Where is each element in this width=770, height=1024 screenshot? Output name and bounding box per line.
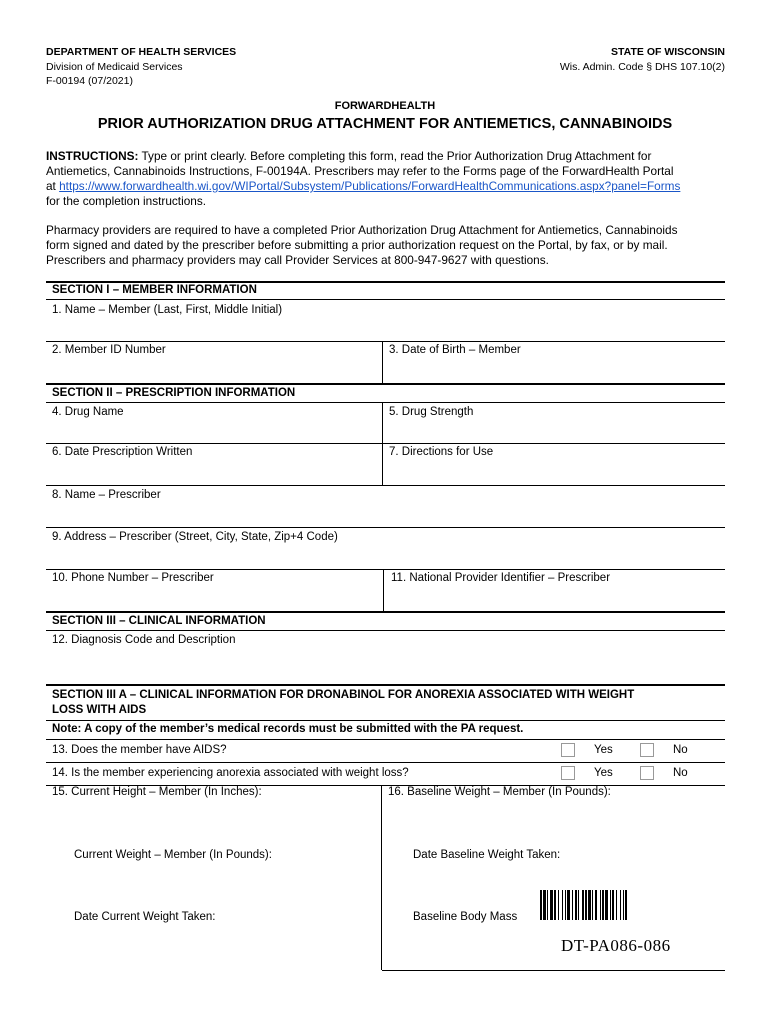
pharmacy-note-1: Pharmacy providers are required to have a completed Prior Authorization Drug Attachment for Antiemetics, Cannabinoids (46, 223, 678, 237)
date-prescription-label: 6. Date Prescription Written (52, 446, 193, 458)
baseline-weight-label: 16. Baseline Weight – Member (In Pounds): (388, 786, 611, 798)
prescriber-name-label: 8. Name – Prescriber (52, 489, 161, 501)
q14-no-label: No (673, 767, 688, 779)
pharmacy-note (46, 223, 746, 268)
q14-no-checkbox[interactable] (640, 766, 654, 780)
current-date-label: Date Current Weight Taken: (74, 911, 216, 923)
records-note: Note: A copy of the member’s medical records must be submitted with the PA request. (52, 723, 524, 735)
state-name: STATE OF WISCONSIN (611, 46, 725, 58)
barcode (540, 890, 710, 920)
form-number: F-00194 (07/2021) (46, 75, 133, 87)
section-2-title: SECTION II – PRESCRIPTION INFORMATION (52, 387, 296, 399)
form-title: PRIOR AUTHORIZATION DRUG ATTACHMENT FOR ANTIEMETICS, CANNABINOIDS (97, 116, 673, 132)
q13-no-label: No (673, 744, 688, 756)
npi-label: 11. National Provider Identifier – Prescriber (391, 572, 611, 584)
q14-yes-label: Yes (594, 767, 613, 779)
instructions-line3-pre: at (46, 179, 56, 193)
org-title: FORWARDHEALTH (334, 100, 436, 112)
q14-yes-checkbox[interactable] (561, 766, 575, 780)
instructions-line2: Antiemetics, Cannabinoids Instructions, F-00194A. Prescribers may refer to the Forms page of the ForwardHealth Portal (46, 164, 674, 178)
instructions-line4: for the completion instructions. (46, 194, 206, 208)
baseline-date-label: Date Baseline Weight Taken: (413, 849, 561, 861)
department-name: DEPARTMENT OF HEALTH SERVICES (46, 46, 237, 58)
drug-name-label: 4. Drug Name (52, 406, 124, 418)
dob-label: 3. Date of Birth – Member (389, 344, 521, 356)
drug-strength-label: 5. Drug Strength (389, 406, 474, 418)
instructions-lead: INSTRUCTIONS: (46, 149, 139, 163)
section-3-title: SECTION III – CLINICAL INFORMATION (52, 615, 266, 627)
division-name: Division of Medicaid Services (46, 61, 183, 73)
section-1-title: SECTION I – MEMBER INFORMATION (52, 284, 257, 296)
instructions-line1: Type or print clearly. Before completing this form, read the Prior Authorization Drug Attachment for (141, 149, 652, 163)
q13-yes-checkbox[interactable] (561, 743, 575, 757)
q14-label: 14. Is the member experiencing anorexia associated with weight loss? (52, 767, 409, 779)
q13-no-checkbox[interactable] (640, 743, 654, 757)
pharmacy-note-3: Prescribers and pharmacy providers may call Provider Services at 800-947-9627 with questions. (46, 253, 549, 267)
member-id-label: 2. Member ID Number (52, 344, 166, 356)
prescriber-phone-label: 10. Phone Number – Prescriber (52, 572, 214, 584)
q13-label: 13. Does the member have AIDS? (52, 744, 227, 756)
forms-link[interactable]: https://www.forwardhealth.wi.gov/WIPortal/Subsystem/Publications/ForwardHealthCommunications.aspx?panel=Forms (59, 179, 681, 193)
section-3a-title-2: LOSS WITH AIDS (52, 704, 147, 716)
barcode-text: DT-PA086-086 (561, 936, 671, 955)
q13-yes-label: Yes (594, 744, 613, 756)
current-weight-label: Current Weight – Member (In Pounds): (74, 849, 272, 861)
prescriber-address-label: 9. Address – Prescriber (Street, City, State, Zip+4 Code) (52, 531, 338, 543)
section-3a-title-1: SECTION III A – CLINICAL INFORMATION FOR DRONABINOL FOR ANOREXIA ASSOCIATED WITH WEIGHT (52, 689, 635, 701)
diagnosis-label: 12. Diagnosis Code and Description (52, 634, 236, 646)
current-height-label: 15. Current Height – Member (In Inches): (52, 786, 262, 798)
bmi-label: Baseline Body Mass (413, 911, 518, 923)
pharmacy-note-2: form signed and dated by the prescriber before submitting a prior authorization request on the Portal, by fax, or by mail. (46, 238, 668, 252)
admin-code: Wis. Admin. Code § DHS 107.10(2) (559, 61, 725, 73)
member-name-label: 1. Name – Member (Last, First, Middle Initial) (52, 304, 283, 316)
instructions (46, 149, 736, 209)
directions-label: 7. Directions for Use (389, 446, 494, 458)
